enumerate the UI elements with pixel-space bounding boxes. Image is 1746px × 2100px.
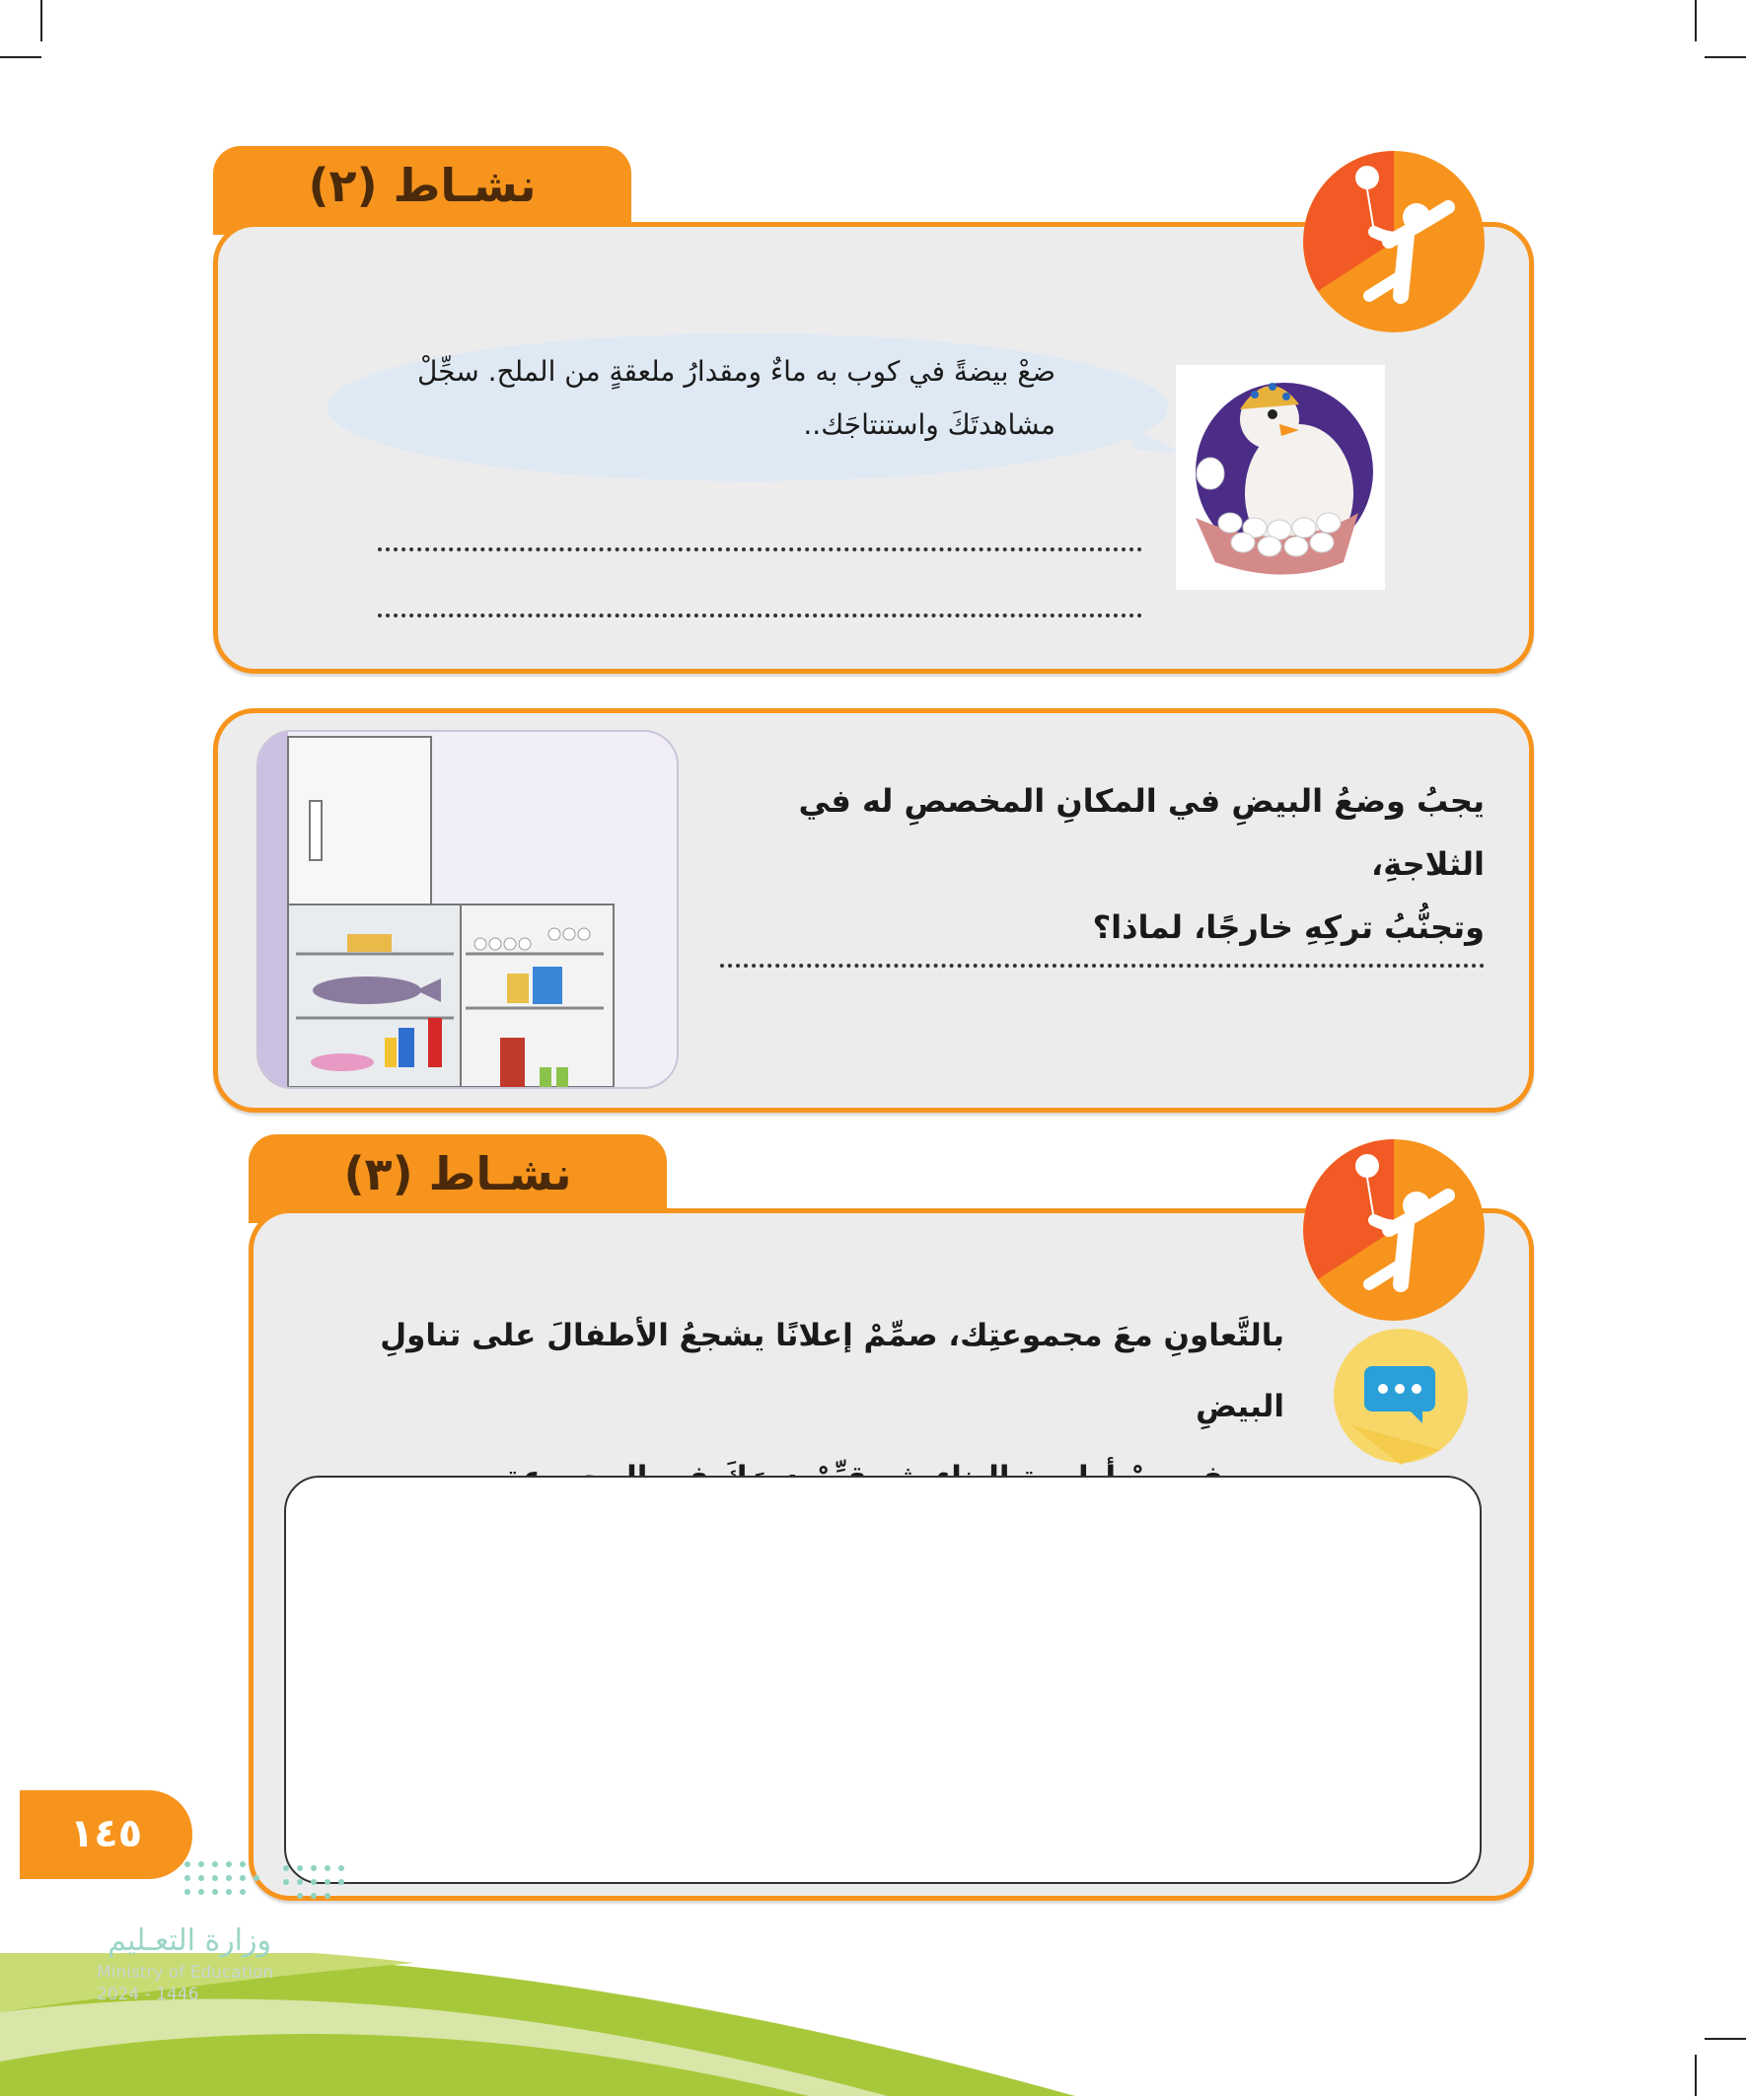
crop-mark <box>1705 56 1746 58</box>
activity2-instruction <box>355 345 1055 452</box>
instruction-line: مشاهدتَكَ واستنتاجَك.. <box>803 408 1055 441</box>
crop-mark <box>1695 0 1697 41</box>
speech-bubble-tail <box>1125 424 1184 464</box>
ministry-year: 2024 - 1446 <box>97 1985 199 2004</box>
answer-line[interactable] <box>378 614 1142 617</box>
question-line: وتجنُّبُ تركِهِ خارجًا، لماذا؟ <box>1092 908 1485 946</box>
answer-line[interactable] <box>378 547 1142 551</box>
ministry-name-en: Ministry of Education <box>97 1963 274 1983</box>
page-number: ١٤٥ <box>20 1790 192 1879</box>
hen-illustration <box>1176 365 1385 590</box>
instruction-line: ضعْ بيضةً في كوب به ماءٌ ومقدارُ ملعقةٍ من الملح. سجِّلْ <box>416 355 1055 388</box>
crop-mark <box>1695 2055 1697 2096</box>
ministry-logo-dots <box>178 1854 350 1904</box>
fridge-illustration <box>256 730 679 1089</box>
activity2-title: نشـاط (٢) <box>213 146 631 235</box>
question-text <box>710 769 1485 959</box>
instruction-line: بالتَّعاونِ معَ مجموعتِك، صمِّمْ إعلانًا يشجعُ الأطفالَ على تناولِ البيضِ <box>380 1318 1284 1424</box>
ministry-name-ar: وزارة التعـليم <box>108 1923 271 1958</box>
question-line: يجبُ وضعُ البيضِ في المكانِ المخصصِ له في الثلاجةِ، <box>798 782 1485 883</box>
answer-box[interactable] <box>284 1476 1482 1884</box>
discussion-icon <box>1332 1327 1470 1465</box>
crop-mark <box>1705 2038 1746 2040</box>
activity-icon <box>1300 1136 1488 1324</box>
activity3-title: نشـاط (٣) <box>249 1134 667 1223</box>
crop-mark <box>40 0 42 41</box>
answer-line[interactable] <box>720 964 1485 968</box>
activity-icon <box>1300 148 1488 335</box>
crop-mark <box>0 56 41 58</box>
